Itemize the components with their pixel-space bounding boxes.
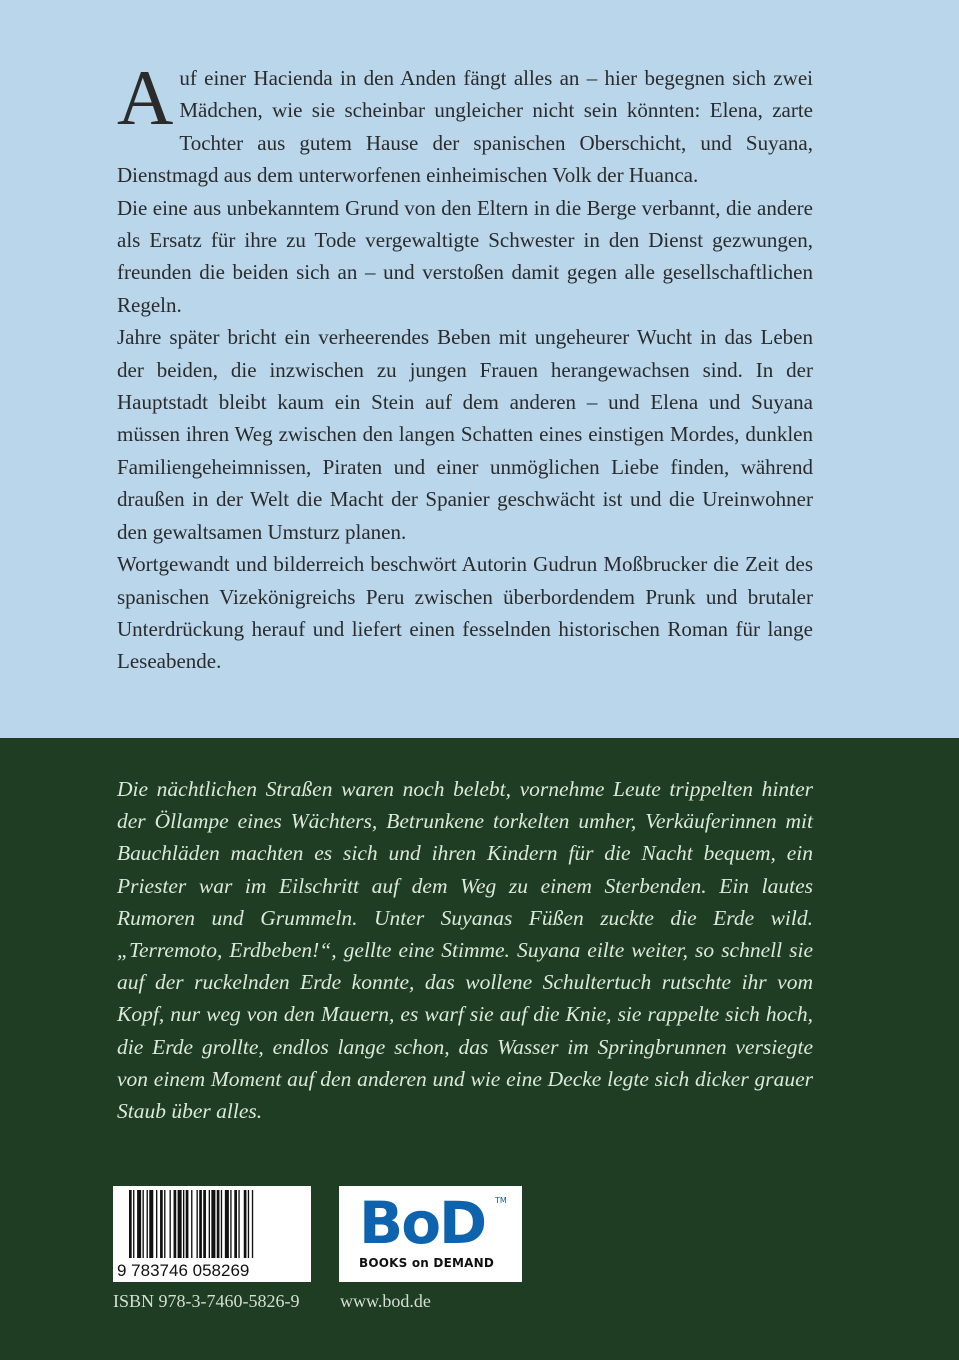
barcode-bar [244, 1190, 247, 1258]
barcode-bar [156, 1190, 157, 1258]
barcode-bar [225, 1190, 229, 1258]
barcode-bar [129, 1190, 132, 1258]
barcode-graphic [113, 1186, 311, 1282]
blurb-paragraph-1 [117, 54, 813, 192]
publisher-logo-box [339, 1186, 522, 1282]
barcode [113, 1186, 311, 1282]
barcode-bars [129, 1190, 253, 1258]
barcode-bar [248, 1190, 249, 1258]
blurb-paragraph-4: Wortgewandt und bilderreich beschwört Autorin Gudrun Moßbrucker die Zeit des spanischen Vizekönigreichs Peru zwischen überbordendem Prunk und brutaler Unterdrückung herauf und liefert einen fesselnden historischen Roman für lange Leseabende. [117, 552, 813, 674]
barcode-bar [197, 1190, 198, 1258]
excerpt-text [117, 773, 813, 1127]
barcode-bar [143, 1190, 144, 1258]
barcode-bar [149, 1190, 153, 1258]
blurb-paragraph-1-text: uf einer Hacienda in den Anden fängt alles an – hier begegnen sich zwei Mädchen, wie sie scheinbar ungleicher nicht sein könnten: Elena, zarte Tochter aus gutem Hause der spanischen Oberschicht, und Suyana, Dienstmagd aus dem unterworfenen einheimischen Volk der Huanca. [117, 66, 813, 188]
barcode-bar [234, 1190, 237, 1258]
barcode-bar [252, 1190, 253, 1258]
barcode-bar [183, 1190, 184, 1258]
barcode-bar [191, 1190, 192, 1258]
excerpt-paragraph: Die nächtlichen Straßen waren noch belebt, vornehme Leute trippelten hinter der Öllampe eines Wächters, Betrunkene torkelten umher, Verkäuferinnen mit Bauchläden machten es sich und ihren Kindern für die Nacht bequem, ein Priester war im Eilschritt auf dem Weg zu einem Sterbenden. Ein lautes Rumoren und Grummeln. Unter Suyanas Füßen zuckte die Erde wild. „Terremoto, Erdbeben!“, gellte eine Stimme. Suyana eilte weiter, so schnell sie auf der ruckelnden Erde konnte, das wollene Schultertuch rutschte ihr vom Kopf, nur weg von den Mauern, es warf sie auf die Knie, sie rappelte sich hoch, die Erde grollte, endlos lange schon, das Wasser im Springbrunnen versiegte von einem Moment auf den anderen und wie eine Decke legte sich dicker grauer Staub über alles. [117, 777, 813, 1124]
barcode-digits: 9 783746 058269 [117, 1261, 250, 1280]
publisher-url: www.bod.de [340, 1291, 431, 1311]
publisher-tagline: BOOKS on DEMAND [359, 1256, 495, 1270]
blurb-text [117, 54, 813, 678]
barcode-bar [164, 1190, 165, 1258]
barcode-bar [211, 1190, 215, 1258]
barcode-bar [178, 1190, 182, 1258]
trademark-mark: TM [495, 1196, 507, 1205]
barcode-bar [174, 1190, 177, 1258]
blurb-paragraph-2: Die eine aus unbekanntem Grund von den Eltern in die Berge verbannt, die andere als Ersatz für ihre zu Tode vergewaltigte Schwester in den Dienst gezwungen, freunden die beiden sich an – und verstoßen damit gegen alle gesellschaftlichen Regeln. [117, 195, 813, 317]
bod-logo: BoD [359, 1189, 486, 1257]
blurb-paragraph-3: Jahre später bricht ein verheerendes Beben mit ungeheurer Wucht in das Leben der beiden, die inzwischen zu jungen Frauen herangewachsen sind. In der Hauptstadt bleibt kaum ein Stein auf dem anderen – und Elena und Suyana müssen ihren Weg zwischen den langen Schatten eines einstigen Mordes, dunklen Familiengeheimnissen, Piraten und einer unmöglichen Liebe finden, während draußen in der Welt die Macht der Spanier geschwächt ist und die Ureinwohner den gewaltsamen Umsturz planen. [117, 325, 813, 544]
barcode-bar [170, 1190, 171, 1258]
barcode-bar [221, 1190, 222, 1258]
isbn-number: ISBN 978-3-7460-5826-9 [113, 1291, 300, 1311]
barcode-bar [230, 1190, 231, 1258]
barcode-bar [147, 1190, 148, 1258]
barcode-bar [209, 1190, 210, 1258]
barcode-bar [133, 1190, 134, 1258]
barcode-bar [203, 1190, 206, 1258]
publisher-logo [353, 1189, 508, 1274]
drop-cap: A [117, 54, 174, 141]
barcode-bar [199, 1190, 202, 1258]
barcode-bar [137, 1190, 141, 1258]
barcode-bar [186, 1190, 189, 1258]
barcode-bar [160, 1190, 163, 1258]
barcode-bar [238, 1190, 239, 1258]
barcode-bar [217, 1190, 220, 1258]
